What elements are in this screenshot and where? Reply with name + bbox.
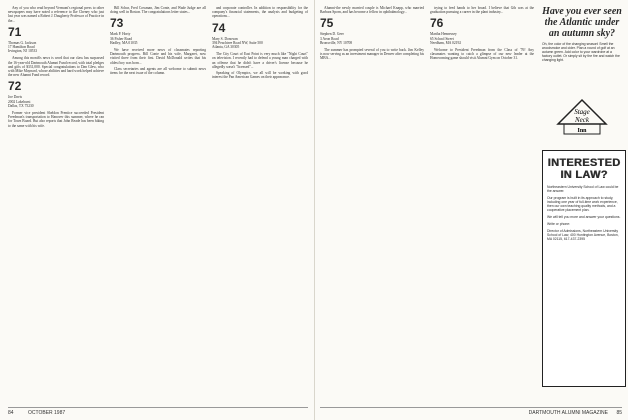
ad-headline: INTERESTED IN LAW? bbox=[543, 151, 625, 185]
page-number-left: 84 bbox=[8, 410, 14, 416]
secretary-address-72: Joe Davis 2002 Lakehurst Dallas, TX 75230 bbox=[8, 95, 34, 108]
class-number-75: 75 bbox=[320, 16, 334, 31]
ad-body: Northeastern University School of Law could be the answer. Our program is built in its approach to study, including one year of full-time work experience, then our own teaching quality methods, and a cooperative placement plan. We will tell you more and answer your questions. Write or phone: Director of Admissions, Northeastern University School of Law, 400 Huntington Avenue, Boston, MA 02115, 617-437-2395 bbox=[547, 185, 621, 241]
intro-text: trying to feed hands to her broad. I believe that Gib was at the graduation pursuing a career in the plant industry... bbox=[430, 6, 534, 15]
logo-text-bottom: Inn bbox=[577, 128, 587, 134]
magazine-name: DARTMOUTH ALUMNI MAGAZINE bbox=[528, 410, 608, 416]
logo-text-mid: Neck bbox=[575, 116, 589, 124]
footer-rule bbox=[8, 407, 308, 408]
column-1 bbox=[8, 6, 104, 398]
page-number-right: 85 bbox=[616, 410, 622, 416]
atlantic-ad bbox=[542, 6, 622, 90]
logo-text-top: Stage bbox=[574, 108, 590, 116]
class-notes-73: We have received more news of classmates reporting Dartmouth progress. Bill Conte and his wife, Margaret, now visited three from their first. David McDonald writes that his oldest boy was born... bbox=[110, 48, 206, 65]
secretary-address-73: Mark P. Horty 36 Fisher Road Hadley, MA 01035 bbox=[110, 32, 138, 45]
ad-body: Oh, the color of the changing season! Smell the woodsmoke and cider. Plan a round of golf at an autumn green. Add color to your wardrobe at a factory outlet. Or simply sit by the fire and watch the changing light. bbox=[542, 42, 620, 62]
column-3 bbox=[212, 6, 308, 398]
contact-info: Director of Admissions, Northeastern University School of Law, 400 Huntington Avenue, Boston, MA 02115, 617-437-2395 bbox=[547, 229, 619, 241]
class-notes-75: The summer has prompted several of you to write back. Jim Kelley is now serving as an investment manager in Denver after completing his MBA... bbox=[320, 48, 424, 61]
class-number-74: 74 bbox=[212, 20, 226, 35]
stage-neck-inn-logo bbox=[554, 94, 610, 138]
class-number-72: 72 bbox=[8, 79, 22, 94]
footer-rule bbox=[320, 407, 622, 408]
class-number-73: 73 bbox=[110, 16, 124, 31]
class-number-71: 71 bbox=[8, 24, 22, 39]
class-notes-tail: Class secretaries and agents are all welcome to submit news items for the next issue of the column. bbox=[110, 66, 206, 76]
secretary-address-74: Mary S. Donovan 394 Peachtree Road NW, Suite 500 Atlanta, GA 30305 bbox=[212, 36, 263, 50]
secretary-address-76: Martha Hennessey 65 School Street Needham, MA 02192 bbox=[430, 32, 462, 45]
ad-headline: Have you ever seen the Atlantic under an autumn sky? bbox=[542, 6, 622, 39]
column-1 bbox=[320, 6, 424, 398]
class-number-76: 76 bbox=[430, 16, 444, 31]
class-notes-76: Welcome to President Freedman from the Class of '76! Any classmates wanting to catch a glimpse of our new leader at the Homecoming game should visit Alumni Gym on October 31. bbox=[430, 48, 534, 61]
column-2 bbox=[430, 6, 534, 398]
secretary-address-71: Thomas G. Jackson 17 Hamilton Road Irvington, NJ 10533 bbox=[8, 40, 38, 54]
class-notes-71: Among this month's news is word that our class has surpassed the 16-year-old Dartmouth Alumni Fund record, with total pledges and gifts of $331,000. Special congratulations to Dan Glew, who with Mike Maynard, whose abilities and hard work helped achieve the new Alumni Fund record. bbox=[8, 56, 104, 78]
class-notes-tail: Speaking of Olympics, we all will be working with good interest the Pan American Games on their appearance. bbox=[212, 71, 308, 80]
intro-text: and corporate controller. In addition to responsibility for the company's financial statements, the analysis and budgeting of operations... bbox=[212, 6, 308, 19]
secretary-address-75: Stephen D. Geer 3 Avon Road Bronxville, NY 10708 bbox=[320, 32, 353, 45]
intro-text: Bill Schur, Fred Cossman, Jim Conte, and Wade Judge are all doing well in Boston. The congratulations letter states... bbox=[110, 6, 206, 15]
issue-date: OCTOBER 1987 bbox=[28, 410, 66, 416]
right-page bbox=[314, 0, 628, 420]
intro-text: Any of you who read beyond Vermont's regional press to other newspapers may have noted a reference to Ike Cheney who just last year was named a Robert J. Daugherty Professor of Practice in the... bbox=[8, 6, 104, 23]
column-2 bbox=[110, 6, 206, 398]
intro-text: Alumni-the newly married couple is Michael Knapp, who married Barbara Sporn, and has become a fellow in ophthalmology... bbox=[320, 6, 424, 15]
law-school-ad bbox=[542, 150, 626, 387]
class-notes-72: Former vice president Sheldon Prentice succeeded President Freedman's transportation to Hanover this summer, where he ran for Town Board. But also reports that John Reade has been hiking to the same with his wife. bbox=[8, 111, 104, 128]
class-notes-74: The City Court of East Point is very much like "Night Court" on television. I recently had to defend a young man charged with an offense that he didn't have a driver's license because he allegedly wasn't "licensed"... bbox=[212, 52, 308, 69]
